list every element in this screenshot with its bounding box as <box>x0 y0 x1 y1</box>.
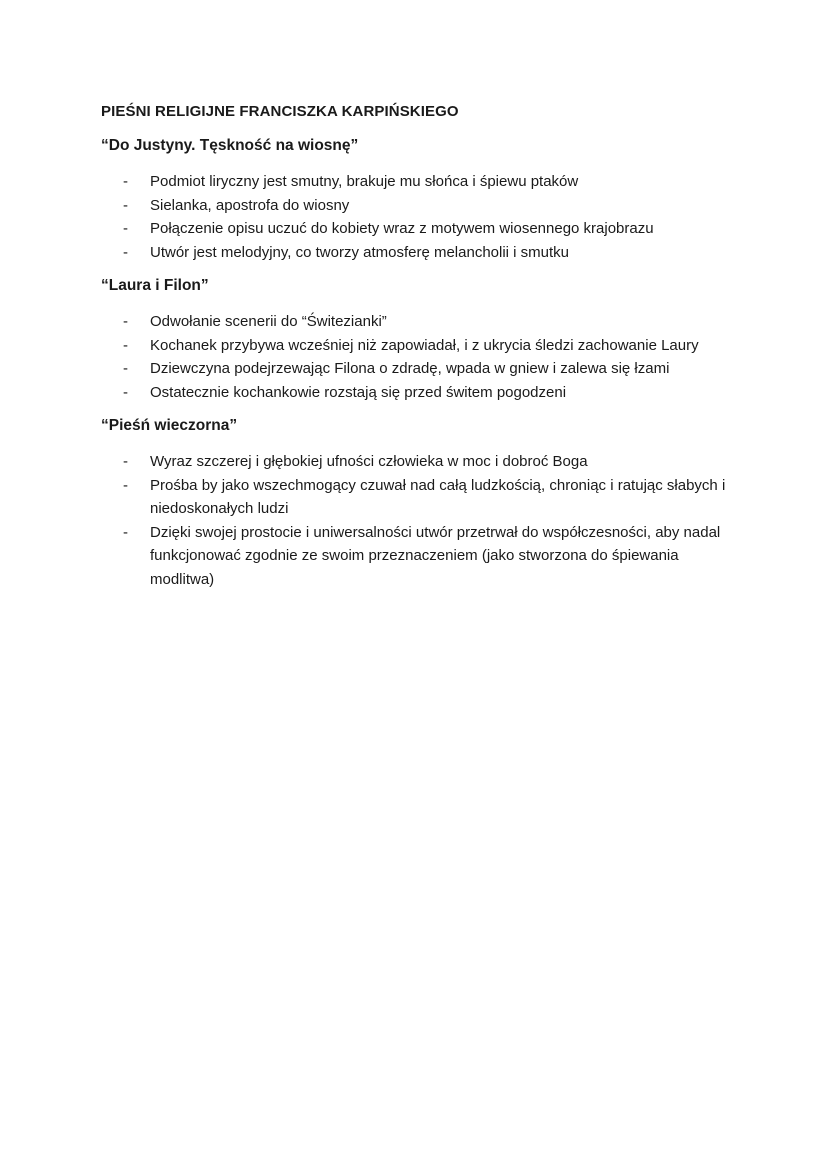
list-item <box>101 310 726 334</box>
list-item <box>101 241 726 265</box>
list-item-text: Wyraz szczerej i głębokiej ufności człowieka w moc i dobroć Boga <box>150 453 588 470</box>
list-item-text: Sielanka, apostrofa do wiosny <box>150 196 350 214</box>
list-item <box>101 521 726 592</box>
document-title: PIEŚNI RELIGIJNE FRANCISZKA KARPIŃSKIEGO <box>101 103 459 120</box>
list-item-text: Ostatecznie kochankowie rozstają się przed świtem pogodzeni <box>150 383 567 401</box>
list-item <box>101 357 726 381</box>
bullet-dash: - <box>123 173 128 190</box>
list-item-text: Dziewczyna podejrzewając Filona o zdradę, wpada w gniew i zalewa się łzami <box>150 360 670 377</box>
list-item <box>101 217 726 241</box>
list-item <box>101 170 726 194</box>
document-content <box>101 101 741 602</box>
bullet-dash: - <box>123 243 128 261</box>
bullet-dash: - <box>123 196 128 214</box>
section-list-piesn-wieczorna <box>101 450 741 591</box>
bullet-dash: - <box>123 313 128 330</box>
bullet-dash: - <box>123 336 128 354</box>
bullet-dash: - <box>123 383 128 401</box>
section-list-laura-i-filon <box>101 310 741 404</box>
bullet-dash: - <box>123 476 128 494</box>
list-item <box>101 334 726 358</box>
list-item-text: Odwołanie scenerii do “Świtezianki” <box>150 313 387 330</box>
section-heading-laura-i-filon: “Laura i Filon” <box>101 277 209 294</box>
list-item <box>101 381 726 405</box>
bullet-dash: - <box>123 523 128 541</box>
list-item-text: Utwór jest melodyjny, co tworzy atmosferę melancholii i smutku <box>150 243 570 261</box>
section-heading-piesn-wieczorna: “Pieśń wieczorna” <box>101 417 238 434</box>
list-item-text: Podmiot liryczny jest smutny, brakuje mu słońca i śpiewu ptaków <box>150 173 579 190</box>
bullet-dash: - <box>123 453 128 470</box>
bullet-dash: - <box>123 360 128 377</box>
section-heading-do-justyny: “Do Justyny. Tęskność na wiosnę” <box>101 137 359 154</box>
list-item <box>101 194 726 218</box>
list-item-text: Kochanek przybywa wcześniej niż zapowiadał, i z ukrycia śledzi zachowanie Laury <box>150 336 699 354</box>
list-item <box>101 450 726 474</box>
section-list-do-justyny <box>101 170 741 264</box>
list-item <box>101 474 726 521</box>
bullet-dash: - <box>123 220 128 237</box>
list-item-text: Prośba by jako wszechmogący czuwał nad całą ludzkością, chroniąc i ratując słabych i niedoskonałych ludzi <box>150 476 726 517</box>
list-item-text: Połączenie opisu uczuć do kobiety wraz z motywem wiosennego krajobrazu <box>150 220 654 237</box>
list-item-text: Dzięki swojej prostocie i uniwersalności utwór przetrwał do współczesności, aby nadal funkcjonować zgodnie ze swoim przeznaczeniem (jako stworzona do śpiewania modlitwa) <box>150 523 721 588</box>
